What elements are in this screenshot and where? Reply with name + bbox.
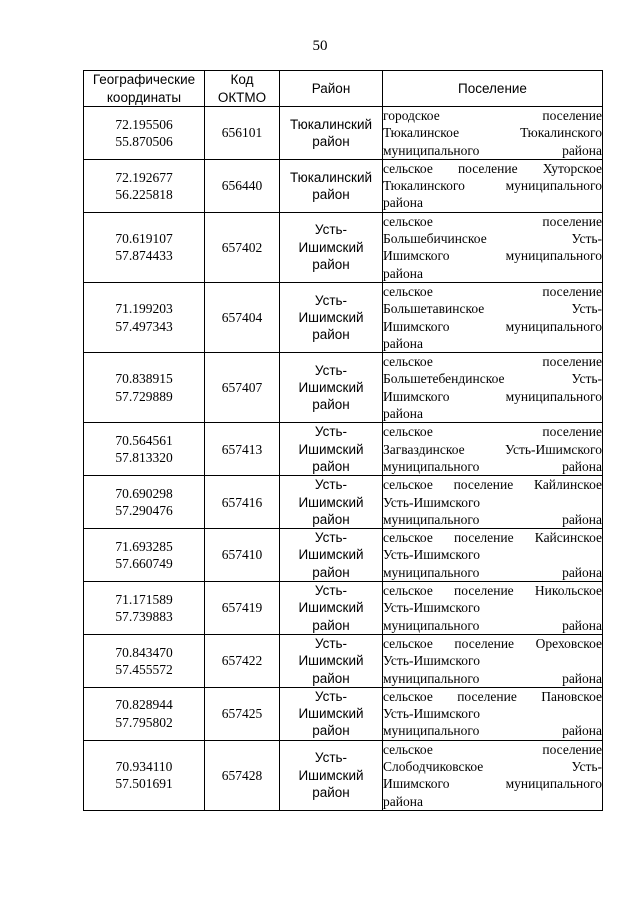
rayon-line: Ишимский [298,239,364,255]
settlement-line [383,318,602,335]
longitude-value: 70.828944 [115,697,173,713]
settlements-table [83,70,603,811]
rayon-line: Усть- [314,292,348,308]
settlement-text: поселение [542,354,602,370]
settlement-text: Большебичинское [383,231,487,247]
longitude-value: 70.934110 [115,758,173,774]
settlement-text: района [383,265,423,281]
settlement-line [383,423,602,440]
table-row [84,476,603,529]
oktmo-code-cell: 657416 [205,476,280,529]
rayon-line: Ишимский [298,706,364,722]
settlement-line [383,388,602,405]
oktmo-code-cell: 657422 [205,634,280,687]
settlement-text: Ишимского [383,248,450,264]
table-row [84,634,603,687]
header-coordinates-line: Географические [92,72,196,88]
settlement-line [383,265,602,282]
longitude-value: 70.564561 [115,432,173,448]
settlement-text: муниципального района [383,723,602,739]
rayon-cell [280,529,383,582]
settlement-line [383,741,602,758]
settlement-text: муниципального [505,776,602,792]
oktmo-code-cell: 657419 [205,582,280,635]
settlement-line [383,370,602,387]
oktmo-code-cell: 656440 [205,159,280,212]
header-code-line: ОКТМО [217,89,267,105]
settlement-text: Усть-Ишимского [383,600,480,616]
table-row [84,740,603,810]
rayon-cell [280,282,383,352]
rayon-line: Ишимский [298,600,364,616]
settlement-text: района [383,793,423,809]
rayon-line: Усть- [314,477,348,493]
settlement-text: муниципального района [383,142,602,158]
settlement-cell [383,282,603,352]
rayon-line: район [312,397,350,413]
rayon-line: Усть- [314,222,348,238]
settlement-text: Тюкалинского [520,125,602,141]
latitude-value: 57.455572 [115,661,173,677]
coordinates-cell [84,529,205,582]
coordinates-cell [84,476,205,529]
rayon-line: Ишимский [298,309,364,325]
table-row [84,582,603,635]
rayon-cell [280,687,383,740]
settlement-text: Усть- [571,301,602,317]
latitude-value: 57.660749 [115,556,173,572]
rayon-line: район [312,784,350,800]
longitude-value: 71.693285 [115,538,173,554]
settlement-cell [383,476,603,529]
settlement-text: муниципального района [383,511,602,527]
settlement-line [383,476,602,493]
settlement-line [383,758,602,775]
table-row [84,159,603,212]
coordinates-cell [84,107,205,160]
settlement-line [383,177,602,194]
settlement-line [383,124,602,141]
header-settlement: Поселение [383,71,603,107]
oktmo-code-cell: 657402 [205,212,280,282]
settlement-text: поселение [542,424,602,440]
longitude-value: 71.171589 [115,591,173,607]
settlement-text: Усть-Ишимского [383,494,480,510]
settlement-line [383,142,602,159]
rayon-cell [280,353,383,423]
settlement-text: сельское поселение Кайлинское [383,477,602,493]
rayon-line: район [312,458,350,474]
longitude-value: 71.199203 [115,301,173,317]
header-coordinates [84,71,205,107]
rayon-line: район [312,723,350,739]
longitude-value: 70.690298 [115,485,173,501]
oktmo-code-cell: 657428 [205,740,280,810]
table-row [84,423,603,476]
settlement-line [383,793,602,810]
settlement-line [383,107,602,124]
settlement-text: Загваздинское Усть-Ишимского [383,441,602,457]
latitude-value: 57.290476 [115,503,173,519]
latitude-value: 57.874433 [115,248,173,264]
table-row [84,212,603,282]
settlement-cell [383,353,603,423]
latitude-value: 57.813320 [115,450,173,466]
settlement-text: Тюкалинского муниципального [383,178,602,194]
coordinates-cell [84,687,205,740]
rayon-line: Тюкалинский [289,169,373,185]
settlement-cell [383,687,603,740]
settlement-text: Ишимского [383,388,450,404]
rayon-line: Ишимский [298,441,364,457]
settlement-line [383,635,602,652]
settlement-cell [383,529,603,582]
header-coordinates-line: координаты [106,89,182,105]
settlement-line [383,458,602,475]
settlement-text: муниципального района [383,670,602,686]
settlement-text: сельское [383,354,433,370]
settlement-line [383,688,602,705]
settlement-line [383,511,602,528]
settlement-cell [383,582,603,635]
settlement-text: поселение [542,283,602,299]
settlement-cell [383,107,603,160]
settlement-cell [383,740,603,810]
settlement-text: муниципального района [383,617,602,633]
settlement-text: поселение [542,108,602,123]
rayon-line: Усть- [314,424,348,440]
rayon-cell [280,582,383,635]
table-row [84,687,603,740]
settlement-line [383,775,602,792]
table-row [84,529,603,582]
settlement-text: Тюкалинское [383,125,460,141]
latitude-value: 56.225818 [115,186,173,202]
coordinates-cell [84,634,205,687]
rayon-cell [280,107,383,160]
settlement-cell [383,634,603,687]
rayon-cell [280,212,383,282]
settlement-text: муниципального района [383,564,602,580]
rayon-cell [280,476,383,529]
rayon-line: район [312,257,350,273]
settlement-line [383,722,602,739]
longitude-value: 72.195506 [115,116,173,132]
settlement-cell [383,159,603,212]
longitude-value: 70.843470 [115,644,173,660]
rayon-line: Ишимский [298,494,364,510]
table-row [84,282,603,352]
settlement-line [383,652,602,669]
oktmo-code-cell: 657404 [205,282,280,352]
settlement-text: Ишимского [383,318,450,334]
rayon-line: Усть- [314,688,348,704]
oktmo-code-cell: 657407 [205,353,280,423]
settlement-line [383,670,602,687]
settlement-line [383,494,602,511]
settlement-text: Усть- [571,231,602,247]
settlement-text: муниципального района [383,458,602,474]
settlement-line [383,564,602,581]
settlement-text: района [383,335,423,351]
settlement-line [383,617,602,634]
rayon-line: Усть- [314,635,348,651]
latitude-value: 55.870506 [115,133,173,149]
rayon-line: Усть- [314,583,348,599]
rayon-line: Тюкалинский [289,116,373,132]
oktmo-code-cell: 657410 [205,529,280,582]
page-number: 50 [312,38,328,54]
settlement-text: сельское [383,283,433,299]
rayon-line: район [312,511,350,527]
settlement-line [383,335,602,352]
rayon-line: Ишимский [298,653,364,669]
table-header-row [84,71,603,107]
settlement-text: Большетебендинское [383,371,505,387]
rayon-cell [280,634,383,687]
settlement-text: Большетавинское [383,301,485,317]
settlement-text: муниципального [505,248,602,264]
settlement-text: Слободчиковское [383,758,484,774]
rayon-line: Усть- [314,750,348,766]
settlement-line [383,441,602,458]
settlement-line [383,546,602,563]
rayon-line: Ишимский [298,767,364,783]
settlement-text: сельское поселение Ореховское [383,635,602,651]
settlement-line [383,705,602,722]
settlement-text: сельское поселение Пановское [383,688,602,704]
settlement-line [383,194,602,211]
latitude-value: 57.795802 [115,714,173,730]
rayon-line: район [312,617,350,633]
oktmo-code-cell: 657413 [205,423,280,476]
rayon-line: Ишимский [298,547,364,563]
rayon-cell [280,159,383,212]
header-rayon: Район [280,71,383,107]
table-row [84,107,603,160]
settlement-text: муниципального [505,388,602,404]
settlement-line [383,405,602,422]
settlement-line [383,300,602,317]
coordinates-cell [84,582,205,635]
settlement-text: сельское поселение Никольское [383,583,602,599]
settlement-line [383,283,602,300]
settlement-text: района [383,406,423,422]
settlement-cell [383,212,603,282]
settlement-text: муниципального [505,318,602,334]
settlement-line [383,353,602,370]
longitude-value: 72.192677 [115,169,173,185]
oktmo-code-cell: 656101 [205,107,280,160]
settlement-line [383,247,602,264]
settlement-text: сельское поселение Хуторское [383,160,602,176]
header-oktmo-code [205,71,280,107]
settlement-text: сельское [383,741,433,757]
rayon-line: район [312,133,350,149]
settlement-text: Ишимского [383,776,450,792]
oktmo-code-cell: 657425 [205,687,280,740]
settlement-text: сельское поселение Кайсинское [383,530,602,546]
rayon-line: район [312,564,350,580]
settlement-line [383,582,602,599]
coordinates-cell [84,282,205,352]
rayon-line: Усть- [314,530,348,546]
latitude-value: 57.501691 [115,776,173,792]
longitude-value: 70.619107 [115,231,173,247]
settlement-line [383,529,602,546]
coordinates-cell [84,212,205,282]
table-row [84,353,603,423]
rayon-line: Усть- [314,362,348,378]
settlement-cell [383,423,603,476]
settlement-line [383,160,602,177]
latitude-value: 57.729889 [115,388,173,404]
latitude-value: 57.497343 [115,318,173,334]
settlement-text: Усть- [571,371,602,387]
rayon-line: район [312,327,350,343]
settlement-text: Усть-Ишимского [383,547,480,563]
coordinates-cell [84,159,205,212]
settlement-text: района [383,195,423,211]
coordinates-cell [84,740,205,810]
settlement-text: поселение [542,213,602,229]
rayon-cell [280,423,383,476]
settlement-text: Усть-Ишимского [383,706,480,722]
settlement-line [383,599,602,616]
settlement-text: Усть-Ишимского [383,653,480,669]
settlement-line [383,213,602,230]
settlement-line [383,230,602,247]
settlement-text: поселение [542,741,602,757]
longitude-value: 70.838915 [115,371,173,387]
latitude-value: 57.739883 [115,608,173,624]
coordinates-cell [84,423,205,476]
settlement-text: сельское [383,213,433,229]
rayon-cell [280,740,383,810]
rayon-line: район [312,670,350,686]
settlement-text: Усть- [571,758,602,774]
rayon-line: район [312,186,350,202]
header-code-line: Код [230,72,254,88]
settlement-text: сельское [383,424,433,440]
coordinates-cell [84,353,205,423]
settlement-text: городское [383,108,440,123]
rayon-line: Ишимский [298,380,364,396]
